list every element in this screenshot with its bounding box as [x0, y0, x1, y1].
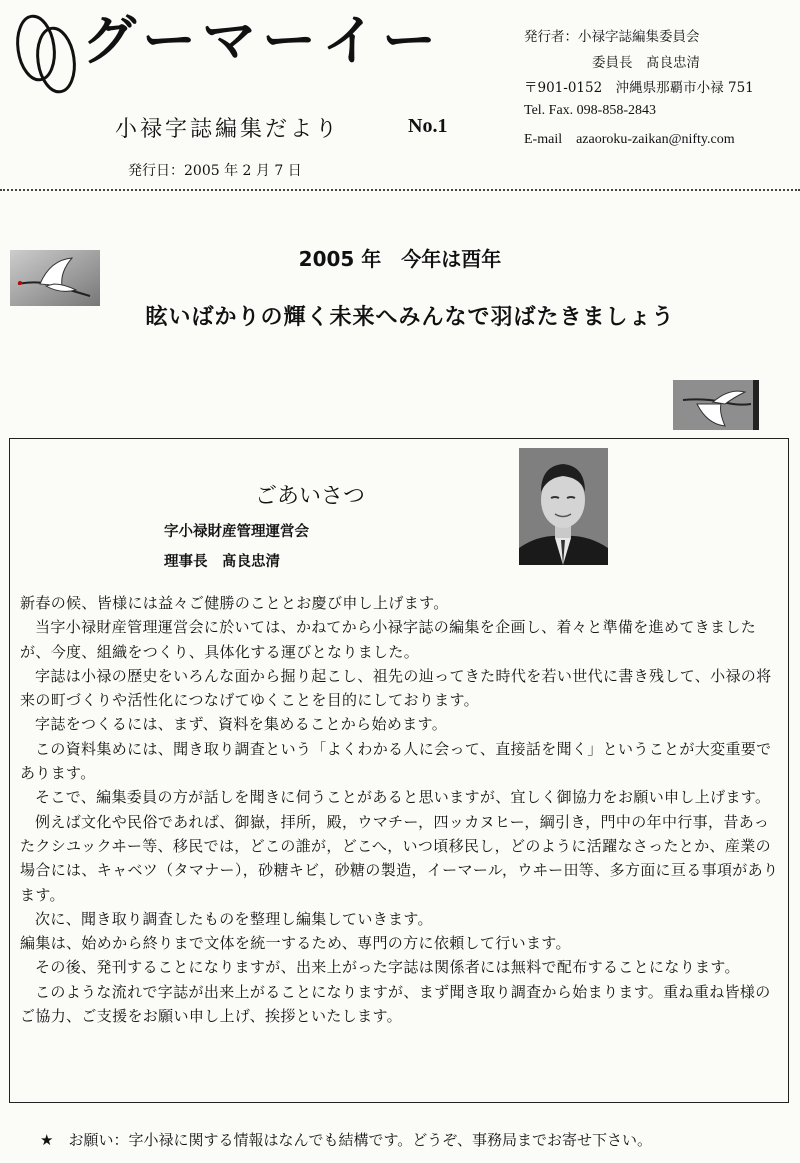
newsletter-title: グーマーイー [82, 9, 442, 72]
paragraph: 字誌は小禄の歴史をいろんな面から掘り起こし、祖先の辿ってきた時代を若い世代に書き残して、小禄の将来の町づくりや活性化につなげてゆくことを目的にしております。 [20, 666, 772, 710]
headline-main: 眩いばかりの輝く未来へみんなで羽ばたきましょう [145, 305, 675, 330]
paragraph: 次に、聞き取り調査したものを整理し編集していきます。 [35, 909, 433, 928]
header-divider [0, 189, 800, 191]
greeting-body [20, 591, 782, 1028]
publisher-line: 発行者：小禄字誌編集委員会 [524, 29, 700, 45]
double-ring-logo-icon [14, 8, 84, 100]
issue-number: No.1 [408, 115, 448, 137]
paragraph: 例えば文化や民俗であれば、御嶽，拝所，殿，ウマチー，四ッカヌヒー，綱引き，門中の年中行事，昔あったクシユックヰー等、移民では，どこの誰が，どこへ，いつ頃移民し，どのように活躍なさったとか、産業の場合には、キャベツ（タマナー），砂糖キビ，砂糖の製造，イーマール，ウヰー田等、多方面に亘る事項があります。 [20, 812, 779, 904]
address-line: 〒901-0152 沖縄県那覇市小禄 751 [524, 80, 754, 96]
paragraph: この資料集めには、聞き取り調査という「よくわかる人に会って、直接話を聞く」ということが大変重要であります。 [20, 739, 772, 783]
paragraph: その後、発刊することになりますが、出来上がった字誌は関係者には無料で配布することになります。 [35, 958, 740, 977]
greeting-organization: 字小禄財産管理運営会 [164, 524, 309, 540]
chair-line: 委員長 髙良忠清 [592, 55, 700, 71]
telfax-line: Tel. Fax. 098-858-2843 [524, 103, 657, 118]
paragraph: 当字小禄財産管理運営会に於いては、かねてから小禄字誌の編集を企画し、着々と準備を進めてきましたが、今度、組織をつくり、具体化する運びとなりました。 [20, 618, 757, 661]
newsletter-subtitle: 小禄字誌編集だより [115, 117, 341, 142]
footer-request-note: ★ お願い：字小禄に関する情報はなんでも結構です。どうぞ、事務局までお寄せ下さい。 [40, 1131, 652, 1149]
paragraph: このような流れで字誌が出来上がることになりますが、まず聞き取り調査から始まります。重ね重ね皆様のご協力、ご支援をお願い申し上げ、挨拶といたします。 [20, 982, 771, 1026]
paragraph: 編集は、始めから終りまで文体を統一するため、専門の方に依頼して行います。 [20, 934, 571, 953]
paragraph: そこで、編集委員の方が話しを聞きに伺うことがあると思いますが、宜しく御協力をお願い申し上げます。 [35, 788, 771, 807]
headline-year: 2005 年 今年は酉年 [298, 247, 502, 271]
greeting-title: ごあいさつ [255, 484, 366, 509]
paragraph: 字誌をつくるには、まず、資料を集めることから始めます。 [35, 715, 448, 734]
email-line: E-mail azaoroku-zaikan@nifty.com [524, 132, 735, 147]
issue-date: 発行日：2005 年 2 月 7 日 [128, 163, 302, 179]
portrait-photo [519, 448, 608, 565]
greeting-author: 理事長 髙良忠清 [164, 554, 280, 570]
crane-icon [673, 380, 759, 430]
paragraph: 新春の候、皆様には益々ご健勝のこととお慶び申し上げます。 [20, 594, 449, 612]
